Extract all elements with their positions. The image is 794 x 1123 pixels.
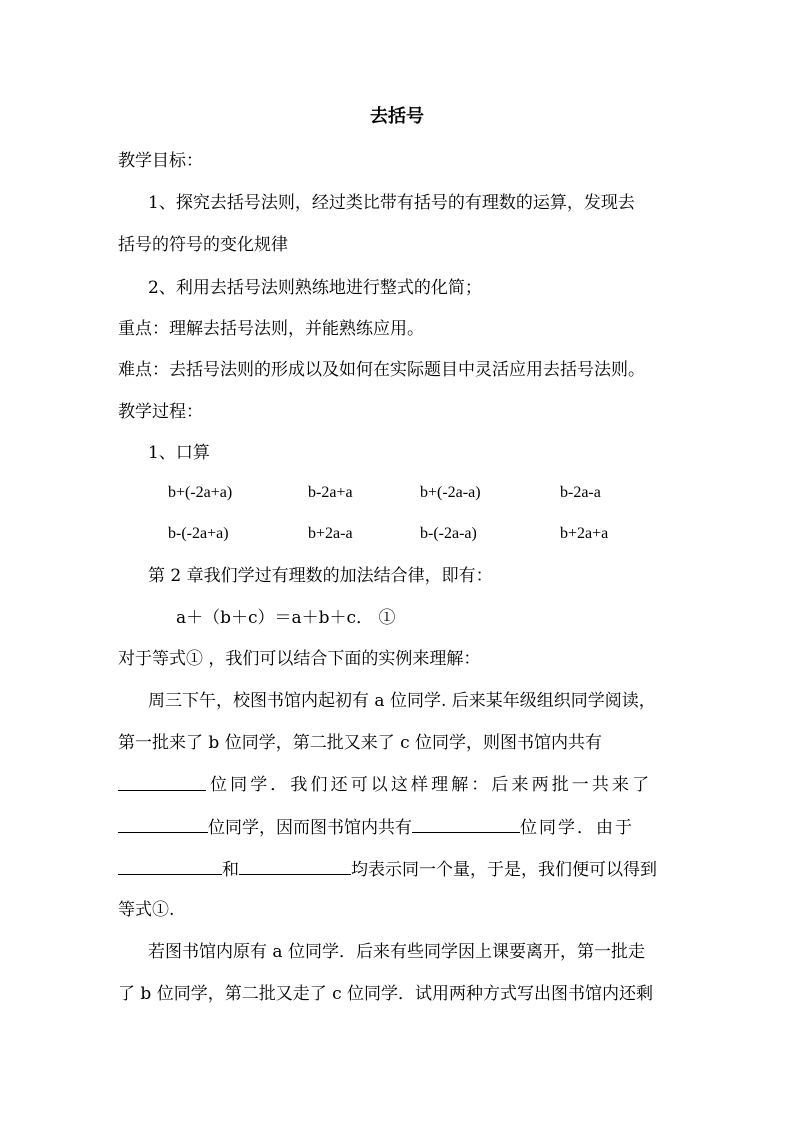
paragraph-2-line-1: 若图书馆内原有 a 位同学．后来有些同学因上课要离开，第一批走 bbox=[148, 942, 645, 962]
oral-expression: b+2a+a bbox=[560, 525, 609, 542]
oral-expression: b+(-2a-a) bbox=[420, 484, 481, 501]
step-1-oral-calc: 1、口算 bbox=[148, 443, 210, 463]
paragraph-1-line-5-end: 均表示同一个量，于是，我们便可以得到 bbox=[351, 860, 657, 880]
paragraph-1-line-1: 周三下午，校图书馆内起初有 a 位同学. 后来某年级组织同学阅读， bbox=[148, 691, 656, 711]
oral-expression: b+2a-a bbox=[308, 525, 353, 542]
objectives-heading: 教学目标： bbox=[118, 151, 203, 171]
difficulty: 难点：去括号法则的形成以及如何在实际题目中灵活应用去括号法则。 bbox=[118, 360, 645, 380]
paragraph-1-line-4-mid: 位同学，因而图书馆内共有 bbox=[208, 818, 412, 838]
answer-blank[interactable] bbox=[412, 816, 520, 833]
paragraph-1-line-6: 等式①. bbox=[118, 900, 175, 920]
objective-1-line-2: 括号的符号的变化规律 bbox=[118, 235, 288, 255]
process-heading: 教学过程： bbox=[118, 402, 203, 422]
chapter-text: 第 2 章我们学过有理数的加法结合律，即有： bbox=[148, 566, 493, 586]
oral-expression: b-(-2a+a) bbox=[168, 525, 229, 542]
answer-blank[interactable] bbox=[239, 858, 351, 875]
oral-expression: b-2a+a bbox=[308, 484, 353, 501]
paragraph-1-line-2: 第一批来了 b 位同学，第二批又来了 c 位同学，则图书馆内共有 bbox=[118, 733, 603, 753]
paragraph-1-line-5-and: 和 bbox=[222, 860, 239, 880]
objective-2: 2、利用去括号法则熟练地进行整式的化简； bbox=[148, 278, 482, 298]
answer-blank[interactable] bbox=[118, 816, 208, 833]
associative-formula: a＋（b＋c）＝a＋b＋c． ① bbox=[176, 608, 396, 628]
paragraph-1-line-4 bbox=[118, 816, 634, 839]
objective-1-line-1: 1、探究去括号法则，经过类比带有括号的有理数的运算，发现去 bbox=[148, 193, 635, 213]
key-point: 重点：理解去括号法则，并能熟练应用。 bbox=[118, 319, 424, 339]
paragraph-2-line-2: 了 b 位同学，第二批又走了 c 位同学．试用两种方式写出图书馆内还剩 bbox=[118, 984, 654, 1004]
formula-intro: 对于等式① ，我们可以结合下面的实例来理解： bbox=[118, 649, 481, 669]
paragraph-1-line-4-end: 位同学．由于 bbox=[520, 818, 634, 838]
page-title: 去括号 bbox=[370, 106, 424, 127]
paragraph-1-line-3-text: 位同学．我们还可以这样理解：后来两批一共来了 bbox=[210, 775, 653, 795]
paragraph-1-line-3 bbox=[118, 774, 696, 796]
answer-blank[interactable] bbox=[118, 858, 222, 875]
answer-blank[interactable] bbox=[118, 774, 206, 791]
oral-expression: b+(-2a+a) bbox=[168, 484, 233, 501]
oral-expression: b-(-2a-a) bbox=[420, 525, 477, 542]
paragraph-1-line-5 bbox=[118, 858, 657, 881]
oral-expression: b-2a-a bbox=[560, 484, 601, 501]
